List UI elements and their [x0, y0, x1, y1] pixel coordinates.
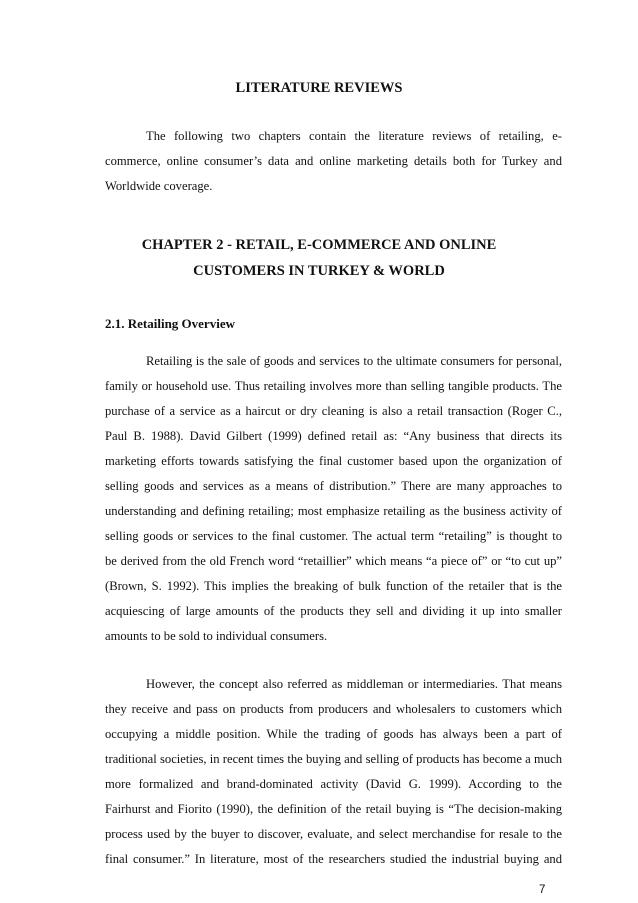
paragraph-line: selling goods and services as a means of distribution.” There are many approaches to	[105, 479, 562, 493]
section-heading: 2.1. Retailing Overview	[105, 316, 235, 331]
paragraph-line: (Brown, S. 1992). This implies the breaking of bulk function of the retailer that is the	[105, 579, 562, 593]
chapter-heading-line: CHAPTER 2 - RETAIL, E-COMMERCE AND ONLINE	[141, 237, 497, 253]
paragraph-line: they receive and pass on products from producers and wholesalers to customers which	[105, 702, 562, 716]
paragraph-line: more formalized and brand-dominated activity (David G. 1999). According to the	[105, 777, 562, 791]
paragraph-line: family or household use. Thus retailing involves more than selling tangible products. The	[105, 379, 562, 393]
chapter-heading-line: CUSTOMERS IN TURKEY & WORLD	[193, 263, 445, 279]
paragraph-line: Retailing is the sale of goods and services to the ultimate consumers for personal,	[146, 354, 562, 368]
paragraph-line: acquiescing of large amounts of the products they sell and dividing it up into smaller	[105, 604, 562, 618]
paragraph-line: understanding and defining retailing; most emphasize retailing as the business activity of	[105, 504, 562, 518]
paragraph-line: marketing efforts towards satisfying the final customer based upon the organization of	[105, 454, 562, 468]
paragraph-line: traditional societies, in recent times the buying and selling of products has become a much	[105, 752, 562, 766]
paragraph-line: be derived from the old French word “retaillier” which means “a piece of” or “to cut up”	[105, 554, 562, 568]
paragraph-line: Fairhurst and Fiorito (1990), the definition of the retail buying is “The decision-making	[105, 802, 562, 816]
paragraph-line: amounts to be sold to individual consumers.	[105, 629, 328, 643]
paragraph-line: process used by the buyer to discover, evaluate, and select merchandise for resale to the	[105, 827, 562, 841]
intro-line: The following two chapters contain the literature reviews of retailing, e-	[146, 129, 562, 143]
page-title: LITERATURE REVIEWS	[235, 80, 403, 96]
paragraph-line: purchase of a service as a haircut or dry cleaning is also a retail transaction (Roger C.,	[105, 404, 562, 418]
paragraph-line: final consumer.” In literature, most of the researchers studied the industrial buying and	[105, 852, 562, 866]
paragraph-line: selling goods or services to the final customer. The actual term “retailing” is thought to	[105, 529, 562, 543]
intro-line: Worldwide coverage.	[105, 179, 213, 193]
intro-line: commerce, online consumer’s data and online marketing details both for Turkey and	[105, 154, 562, 168]
page-number: 7	[539, 884, 546, 896]
paragraph-line: Paul B. 1988). David Gilbert (1999) defined retail as: “Any business that directs its	[105, 429, 562, 443]
paragraph-line: However, the concept also referred as middleman or intermediaries. That means	[146, 677, 562, 691]
paragraph-line: occupying a middle position. While the trading of goods has always been a part of	[105, 727, 562, 741]
